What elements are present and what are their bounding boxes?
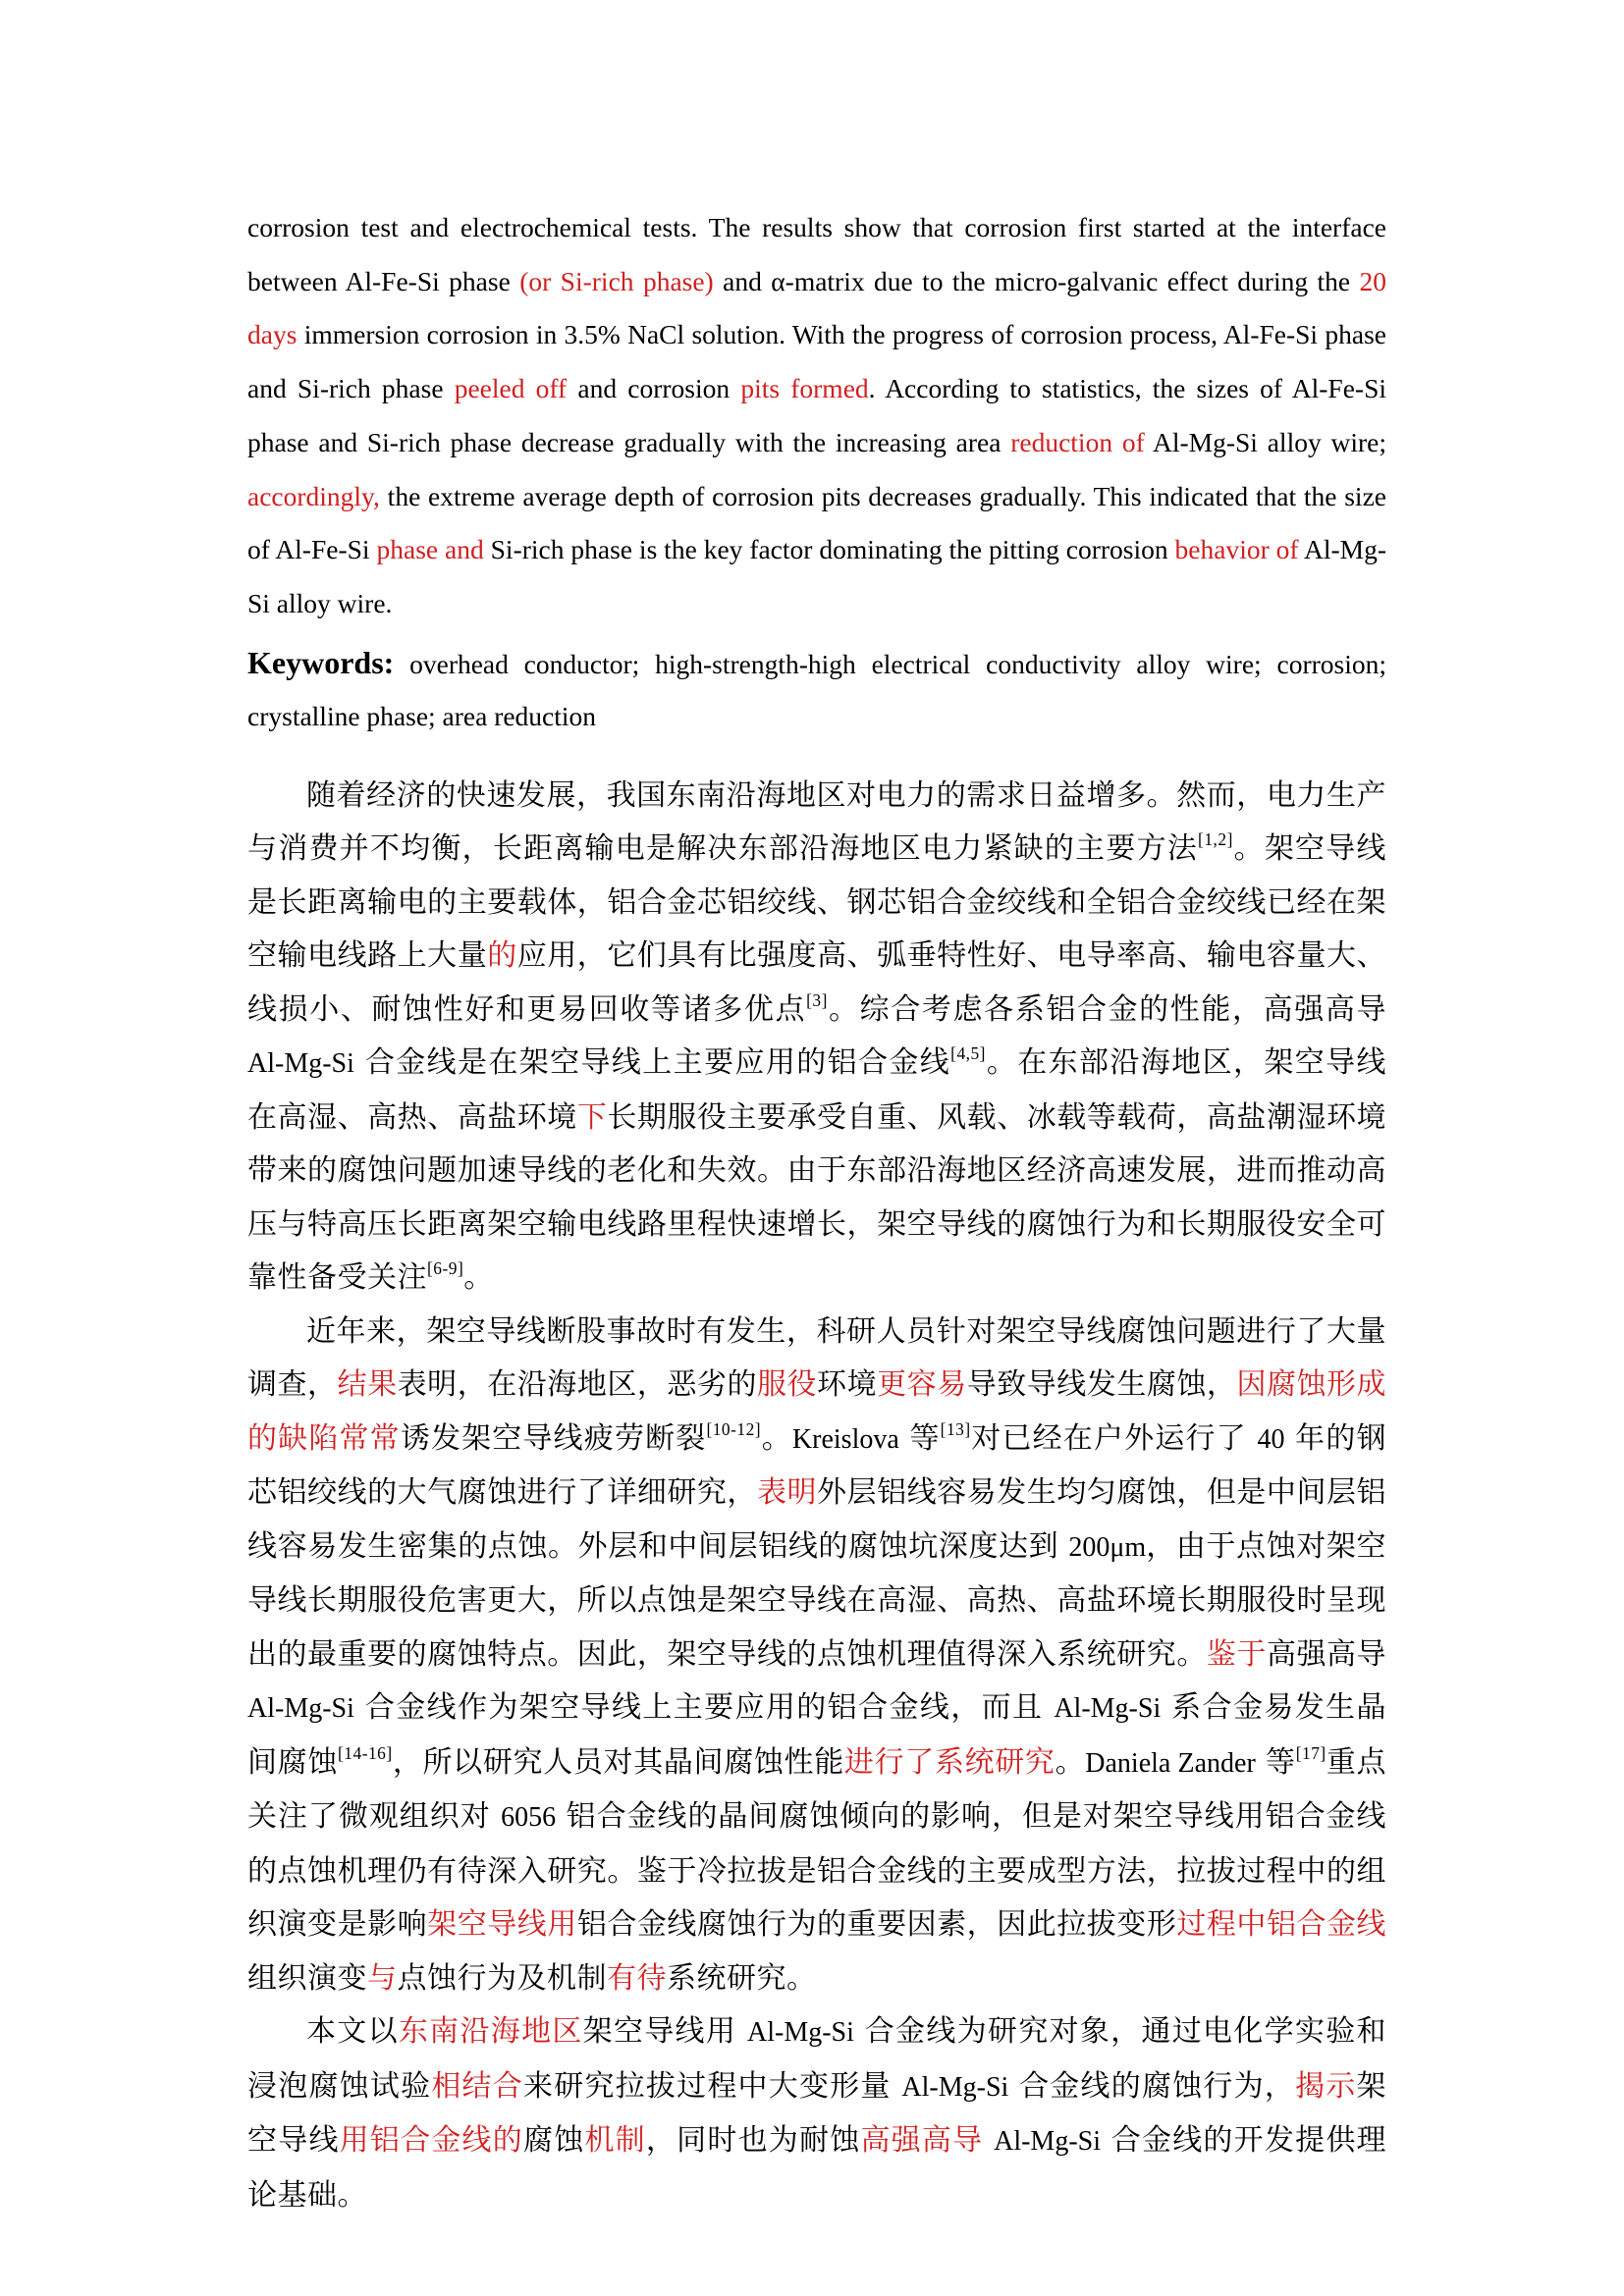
body-text: 合金线的腐蚀行为， xyxy=(1008,2068,1296,2104)
body-text-latin: Al-Mg-Si xyxy=(247,1693,354,1725)
body-text xyxy=(983,2123,994,2158)
body-text: 铝合金线腐蚀行为的重要因素，因此拉拔变形 xyxy=(576,1907,1177,1943)
revision-highlight: 20 days xyxy=(247,265,1387,350)
keywords-paragraph xyxy=(247,637,1386,742)
body-text: 等 xyxy=(1255,1744,1296,1780)
keywords-text: overhead conductor; high-strength-high electrical conductivity alloy wire; corrosion; crystalline phase; area reduction xyxy=(247,648,1386,731)
body-text: 系统研究。 xyxy=(667,1960,817,1996)
body-text-latin: 200μm xyxy=(1068,1531,1147,1563)
body-text: ，由于点蚀对架空导线长期服役危害更大，所以点蚀是架空导线在高湿、高热、高盐环境长期服役时呈现出的最重要的腐蚀特点。因此，架空导线的点蚀机理值得深入系统研究。 xyxy=(247,1528,1386,1672)
body-text: 点蚀行为及机制 xyxy=(397,1960,607,1996)
revision-highlight: pits formed xyxy=(740,373,869,404)
body-text: 导致导线发生腐蚀， xyxy=(966,1367,1237,1403)
body-text: 。 xyxy=(761,1420,792,1456)
body-text: 。 xyxy=(463,1260,494,1296)
body-text: 合金线作为架空导线上主要应用的铝合金线，而且 xyxy=(353,1690,1055,1726)
body-text: ，所以研究人员对其晶间腐蚀性能 xyxy=(392,1744,844,1780)
revision-highlight: accordingly, xyxy=(247,480,380,511)
intro-paragraph-3 xyxy=(247,2005,1386,2222)
revision-highlight: behavior of xyxy=(1174,534,1299,565)
body-text-latin: Al-Mg-Si xyxy=(994,2126,1102,2158)
revision-highlight: 东南沿海地区 xyxy=(398,2014,583,2050)
revision-highlight: 机制 xyxy=(584,2123,646,2159)
body-text-latin: Al-Mg-Si xyxy=(747,2017,854,2049)
body-text: 合金线的开发提供理论基础。 xyxy=(247,2123,1387,2213)
revision-highlight: 进行了系统研究 xyxy=(843,1744,1056,1780)
revision-highlight: 服役 xyxy=(756,1367,818,1403)
citation-ref: [17] xyxy=(1295,1742,1326,1763)
body-text: 随着经济的快速发展，我国东南沿海地区对电力的需求日益增多。然而，电力生产与消费并不均衡，长距离输电是解决东部沿海地区电力紧缺的主要方法 xyxy=(247,777,1386,867)
abstract-text: corrosion test and electrochemical tests. The results show that corrosion first started at the interface between Al-Fe-Si phase xyxy=(247,212,1386,296)
body-text: 应用，它们具有比强度高、弧垂特性好、电导率高、输电容量大、线损小、耐蚀性好和更易回收等诸多优点 xyxy=(247,938,1387,1027)
body-text-latin: Al-Mg-Si xyxy=(247,1048,354,1080)
body-text-latin: Al-Mg-Si xyxy=(901,2071,1009,2103)
citation-ref: [13] xyxy=(940,1418,971,1439)
revision-highlight: phase and xyxy=(376,534,484,565)
abstract-text: and α-matrix due to the micro-galvanic effect during the xyxy=(713,265,1360,296)
body-text: 铝合金线的晶间腐蚀倾向的影响，但是对架空导线用铝合金线的点蚀机理仍有待深入研究。鉴于冷拉拔是铝合金线的主要成型方法，拉拔过程中的组织演变是影响 xyxy=(247,1799,1386,1943)
body-text: 对已经在户外运行了 xyxy=(970,1420,1258,1456)
citation-ref: [6-9] xyxy=(427,1258,464,1279)
revision-highlight: 鉴于 xyxy=(1206,1636,1267,1672)
abstract-text: the extreme average depth of corrosion pits decreases gradually. This indicated that the size of Al-Fe-Si xyxy=(247,480,1386,565)
body-text: 本文以 xyxy=(306,2014,399,2050)
revision-highlight: 有待 xyxy=(607,1960,667,1996)
abstract-text: Si-rich phase is the key factor dominating the pitting corrosion xyxy=(483,534,1175,565)
body-text: 来研究拉拔过程中大变形量 xyxy=(523,2068,902,2104)
citation-ref: [4,5] xyxy=(950,1043,986,1064)
body-text: 长期服役主要承受自重、风载、冰载等载荷，高盐潮湿环境带来的腐蚀问题加速导线的老化和失效。由于东部沿海地区经济高速发展，进而推动高压与特高压长距离架空输电线路里程快速增长，架空导线的腐蚀行为和长期服役安全可靠性备受关注 xyxy=(247,1099,1387,1296)
revision-highlight: 的 xyxy=(487,938,517,974)
body-text-latin: Al-Mg-Si xyxy=(1054,1693,1162,1725)
citation-ref: [14-16] xyxy=(338,1742,393,1763)
revision-highlight: 高强高导 xyxy=(860,2123,984,2159)
revision-highlight: 表明 xyxy=(756,1475,818,1511)
citation-ref: [1,2] xyxy=(1198,829,1233,850)
intro-paragraph-1 xyxy=(247,770,1386,1306)
body-text: 近年来，架空导线断股事故时有发生，科研人员针对架空导线腐蚀问题进行了大量调查， xyxy=(247,1313,1386,1403)
body-text: 架空导线用 xyxy=(582,2014,747,2050)
revision-highlight: reduction of xyxy=(1010,426,1145,457)
page-content xyxy=(247,201,1386,2222)
abstract-text: immersion corrosion in 3.5% NaCl solution. With the progress of corrosion process, Al-Fe-Si phase and Si-rich phase xyxy=(247,319,1386,404)
body-text: ，同时也为耐蚀 xyxy=(645,2123,861,2159)
body-text: 。在东部沿海地区，架空导线在高湿、高热、高盐环境 xyxy=(247,1045,1386,1135)
body-text: 表明，在沿海地区，恶劣的 xyxy=(397,1367,757,1403)
body-text: 合金线是在架空导线上主要应用的铝合金线 xyxy=(353,1045,951,1081)
revision-highlight: 因腐蚀形成的缺陷常常 xyxy=(247,1367,1387,1456)
revision-highlight: peeled off xyxy=(454,373,568,404)
abstract-paragraph xyxy=(247,201,1386,631)
revision-highlight: (or Si-rich phase) xyxy=(519,265,714,296)
revision-highlight: 揭示 xyxy=(1295,2068,1357,2104)
intro-paragraph-2 xyxy=(247,1306,1386,2006)
abstract-text: and corrosion xyxy=(567,373,741,404)
revision-highlight: 过程中铝合金线 xyxy=(1176,1907,1387,1943)
body-text-latin: Kreislova xyxy=(791,1423,899,1455)
revision-highlight: 相结合 xyxy=(431,2068,523,2104)
body-text: 年的钢芯铝绞线的大气腐蚀进行了详细研究， xyxy=(247,1420,1386,1511)
keywords-label: Keywords: xyxy=(247,644,395,680)
body-text: 。架空导线是长距离输电的主要载体，铝合金芯铝绞线、钢芯铝合金绞线和全铝合金绞线已经在架空输电线路上大量 xyxy=(247,831,1387,974)
body-text: 腐蚀 xyxy=(523,2123,585,2159)
body-text-latin: 6056 xyxy=(501,1802,557,1834)
citation-ref: [3] xyxy=(806,989,828,1010)
body-text: 。综合考虑各系铝合金的性能，高强高导 xyxy=(827,991,1386,1027)
body-text: 等 xyxy=(898,1420,941,1456)
abstract-text: Al-Mg-Si alloy wire. xyxy=(247,534,1387,618)
body-text: 架空导线 xyxy=(247,2068,1387,2159)
body-text: 重点关注了微观组织对 xyxy=(247,1744,1387,1835)
revision-highlight: 更容易 xyxy=(877,1367,967,1403)
revision-highlight: 与 xyxy=(367,1960,398,1996)
revision-highlight: 下 xyxy=(576,1099,608,1135)
revision-highlight: 用铝合金线的 xyxy=(339,2123,523,2159)
body-text: 高强高导 xyxy=(1266,1636,1387,1672)
body-text: 。 xyxy=(1055,1744,1086,1780)
body-text: 合金线为研究对象，通过电化学实验和浸泡腐蚀试验 xyxy=(247,2014,1386,2104)
body-text: 环境 xyxy=(817,1367,878,1403)
body-text: 诱发架空导线疲劳断裂 xyxy=(400,1420,707,1456)
revision-highlight: 架空导线用 xyxy=(427,1907,577,1943)
body-text: 外层铝线容易发生均匀腐蚀，但是中间层铝线容易发生密集的点蚀。外层和中间层铝线的腐蚀坑深度达到 xyxy=(247,1475,1387,1564)
body-text: 组织演变 xyxy=(247,1960,367,1996)
body-text-latin: 40 xyxy=(1257,1423,1285,1455)
revision-highlight: 结果 xyxy=(337,1367,398,1403)
citation-ref: [10-12] xyxy=(706,1418,762,1439)
abstract-text: . According to statistics, the sizes of Al-Fe-Si phase and Si-rich phase decrease gradually with the increasing area xyxy=(247,373,1386,457)
abstract-text: Al-Mg-Si alloy wire; xyxy=(1144,426,1386,457)
body-text: 系合金易发生晶间腐蚀 xyxy=(247,1690,1386,1780)
body-text-latin: Daniela Zander xyxy=(1085,1747,1256,1779)
